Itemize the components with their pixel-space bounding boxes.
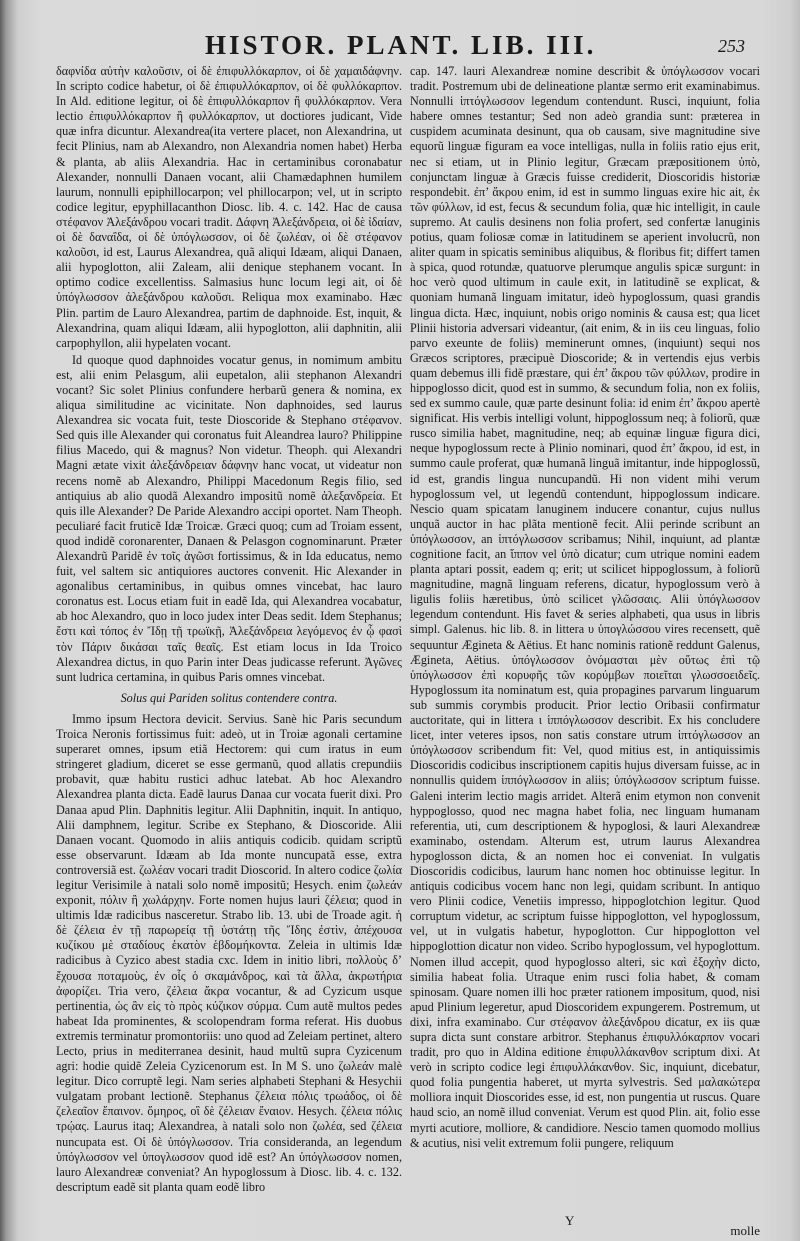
catchword: molle: [730, 1223, 760, 1238]
page-footer: [410, 1203, 760, 1238]
paragraph: δαφνίδα αὐτὴν καλοῦσιν, οἱ δὲ ἐπιφυλλόκαρπον, οἱ δὲ χαμαιδάφνην. In scripto codice habetur, οἱ δὲ ἐπιφυλλόκαρπον, οἱ δὲ φυλλόκαρπον. In Ald. editione legitur, οἱ δὲ ἐπιφυλλόκαρπον ἢ φυλλόκαρπον. Vera lectio ἐπιφυλλόκαρπον ἢ φυλλόκαρπον, ut doctiores judicant, Vide quæ infra dicuntur. Alexandrea(ita vertere placet, non Alexandrina, ut fecit Plinius, nam ab Alexandro, non Alexandria nomen habet) Herba & planta, ab aliis Alexandria. Hac in certaminibus coronabatur Alexander, nonnulli Danaen vocant, alii Chamædaphnen humilem laurum, nonnulli epiphillocarpon; vel phillocarpon; vel, ut in scripto codice legitur, epyphillacanthon Diosc. lib. 4. c. 142. Hac de causa στέφανον Ἀλεξάνδρου vocari tradit. Δάφνη Ἀλεξάνδρεια, οἱ δὲ ἰδαίαν, οἱ δὲ δαναΐδα, οἱ δὲ ὑπόγλωσσον, οἱ δὲ ζωλέαν, οἱ δὲ στέφανον καλοῦσι, id est, Laurus Alexandrea, quã aliqui Idæam, aliqui Danaen, alii hypoglotton, alii Zaleam, alii denique stephanem vocant. In optimo codice excellentiss. Salmasius hunc locum legi ait, οἱ δὲ ὑπόγλωσσον ἀλεξάνδρου καλοῦσι. Reliqua mox examinabo. Hæc Plin. partim de Lauro Alexandrea, partim de daphnoide. Est, inquit, & Alexandrina, quam aliqui Idæam, alii hypoglotton, alii daphnitin, alii carpophyllon, alii hypelaten vocant.: [56, 64, 402, 350]
page-header: [185, 30, 745, 64]
paragraph: Immo ipsum Hectora devicit. Servius. Sanè hic Paris secundum Troica Neronis fortissimus fuit: adeò, ut in Troiæ agonali certamine superaret omnes, ipsum etiã Hectorem: qui cum iratus in eum stringeret gladium, diceret se esse germanũ, quod allatis crepundiis probavit, quæ habitu rustici adhuc latebat. Ab hoc Alexandro Alexandrea planta dicta. Eadẽ laurus Danaa cur vocata fuerit dixi. Pro Danaa apud Plin. Daphnitis legitur. Alii Daphnitin, inquit. In antiquo, Alii damphnem, legitur. Scribe ex Stephano, & Dioscoride. Alii Danaen vocant. Quomodo in aliis antiquis codicib. quidam scriptũ esse observarunt. Idæam ab Ida monte nuncupatã esse, extra controversiã est. ζωλέαν vocari tradit Dioscorid. In altero codice ζωλία legitur Verisimile à natali solo nomẽ impositũ; Hesych. enim ζωλεάν exponit, πόλιν ἢ χωλάρχην. Forte nomen hujus lauri ζέλεια; quod in ultimis Idæ radicibus nasceretur. Strabo lib. 13. ubi de Troade agit. ἡ δὲ ζέλεια ἐν τῇ παρωρείᾳ τῇ ὑστάτῃ τῆς Ἴδης ἐστὶν, ἀπέχουσα κυζίκου μὲ σταδίους ἑκατὸν ἑβδομήκοντα. Zeleia in ultimis Idæ radicibus à Cyzico abest stadia cxc. Idem in initio libri, πολλοὺς δ’ ἔχουσα ποταμοὺς, ἐν οἷς ὁ σκαμάνδρος, καὶ τὰ ἄλλα, ἀκρωτήρια ἀφορίζει. Tria vero, ζέλεια ἄκρα vocantur, & ad Cyzicum usque pertinentia, ὡς ἂν εἰς τὸ πρὸς κύζικον σύρμα. Cum autẽ multos pedes habeat Ida prominentes, & scolopendram forma referat. His duobus extremis terminatur promontoriis: uno quod ad Zeleiam pertinet, altero Lecto, prius in mediterranea desinit, haud multũ supra Cyzicenum agri: hodie quidẽ Zeleia Cyzicenorum est. In M S. uno ζωλεάν malè legitur. Dico corruptẽ legi. Nam series alphabeti Stephani & Hesychii vulgatam probant lectionẽ. Stephanus ζέλεια πόλις τρωάδος, οἱ δὲ ζελεαῖον ἔπαινον. ὅμηρος, οἳ δὲ ζέλειαν ἔναιον. Hesych. ζέλεια πόλις τρῴας. Laurus itaq; Alexandrea, à natali solo non ζωλέα, sed ζέλεια nuncupata est. Οἱ δὲ ὑπόγλωσσον. Tria consideranda, an legendum ὑπόγλωσσον vel ὑπογλωσσον quod idẽ est? An ὑπόγλωσσον nomen, lauro Alexandreæ conveniat? An hypoglossum à Diosc. lib. 4. c. 132. descriptum eadẽ sit planta quam eodẽ libro: [56, 711, 402, 1194]
verse-quote: Solus qui Pariden solitus contendere contra.: [120, 690, 338, 705]
page-number: 253: [718, 36, 745, 56]
left-column: [56, 64, 402, 1224]
paragraph: cap. 147. lauri Alexandreæ nomine describit & ὑπόγλωσσον vocari tradit. Postremum ubi de delineatione plantæ sermo erit examinabimus. Nonnulli ἱπτόγλωσσον legendum contendunt. Rusci, inquiunt, folia habere omnes testantur; Sed non adeò grandia sunt: præterea in cuspidem acuminata desinunt, qua ob causam, sive magnitudine sive equorũ linguæ figuram ea voce intelligas, nulla in foliis ratio ejus erit, nec si etiam, ut in Plinio legitur, Græcam præpositionem ὑπὸ, conjunctam linguæ à Græcis fuisse crediderit, Dioscoridis historiæ respondebit. ἐπ’ ἄκρου enim, id est in summo linguas exire hic ait, ἐκ τῶν φύλλων, id est, fecus & secundum folia, quæ hic intelligit, in caule supremo. At caulis desinens non folia profert, sed confertæ lanuginis potius, quam foliosæ comæ in latitudinem se aperient involucrũ, non aliter quam in spicatis seminibus aliquibus, & floribus fit; differt tamen à spica, quod rotundæ, quatuorve plerumque angulis spicæ surgunt: in hoc verò quod ultimum in caule exit, in latitudinẽ se explicat, & quoniam humanã linguam imitatur, ideò hypoglossum, quasi grandis lingua dicta. Hæc, inquiunt, nobis origo nominis & causa est; qua licet Plinii historia adversari videantur, (ait enim, & in iis ceu linguas, folio parvo exeunte de foliis) meminerunt omnes, (inquiunt) sequi nos Græcos scriptores, præcipuè Dioscoride; & in vertendis ejus verbis quam debemus illi fidẽ præstare, qui ἐπ’ ἄκρου τῶν φύλλων, prodire in hippoglosso dicit, quod est in summo, & secundum folia, non ex foliis, sed ex summo caule, quæ parte desinunt folia: id enim ἐπ’ ἄκρου apertè significat. His verbis intelligi volunt, hippoglossum neq; à foliorũ, quæ rusco similia habet, magnitudine, neq; ab equinæ linguæ figura dici, neque hypoglossum recte à Plinio nominari, quod ἐπ’ ἄκρου, id est, in summo caule proferat, quæ humanã linguã imitantur, inde hippoglossũ, id est, grandis lingua nuncupandũ. Hi non vident mihi verum hypoglossum vel, ut legendũ contendunt, hippoglossum indicare. Nescio quam spicatam lanuginem inducere conantur, cujus nullus unquã auctor in hac plãta mentionẽ fecit. Alii perinde scribunt an ὑπόγλωσσον, an ἱπτόγλωσσον scribamus; Nihil, inquiunt, ad plantæ cognitione facit, an ἵππον vel ὑπὸ dicatur; cum utrique nomini eadem planta aptari possit, eadem q; erit; ut scilicet hippoglossum, à foliorũ magnitudine, magnã linguam referens, dicatur, hypoglossum verò à ligulis foliis hæretibus, ὑπὸ scilicet γλῶσσαις. Alii ὑπόγλωσσον legendum contendunt. His favet & series alphabeti, qua usus in libris simpl. Galenus. hic lib. 8. in littera υ ὑπογλώσσου vires recensett, quẽ sequuntur Ægineta & Aëtius. Et hanc nominis rationẽ reddunt Galenus, Ægineta, Aëtius. ὑπόγλωσσον ὀνόμασται μὲν οὕτως ἐπὶ τῷ ὑπόγλωσσον ἐπὶ κορυφῆς τῶν κορύμβων ποιεῖται γλωσσοειδεῖς. Hypoglossum ita nominatum est, quia propagines parvarum linguarum sub summis corymbis producit. Prior lectio Oribasii confirmatur auctoritate, qui in littera ι ἱππόγλωσσον describit. Ex his concludere licet, inter veteres ipsos, non satis constare utrum ἱπτόγλωσσον an ὑπόγλωσσον scribendum fit: Vel, quod mitius est, in antiquissimis Dioscoridis codicibus inscriptionem capitis hujus diversam fuisse, ac in nonnullis quidem ἱππόγλωσσον in aliis; ὑπόγλωσσον scriptum fuisse. Galeni interim lectio magis arridet. Alterã enim etymon non convenit hyppoglosso, quod nec magna habet folia, nec linguam humanam referentia, uti, cum descriptionem & hypoglosi, & lauri Alexandreæ examinabo, ostendam. Alterum est, utrum laurus Alexandrea hypoglosson dicta, & an nomen hoc ei conveniat. In vulgatis Dioscoridis codicibus, laurum hanc nomen hoc obtinuisse legitur. In antiquis codicibus vocem hanc non legi, quidam scribunt. In antiquo vero Plinii codice, Venetiis impresso, hippoglotchion legitur. Quod corruptum videtur, ac scriptum fuisse hippoglotton, vel hypoglossum, vel, ut in vulgatis habetur, hypoglotton. Cur hippoglotton vel hippoglottion dicatur non video. Scribo hypoglossum, vel hypoglottum. Nomen illud accepit, quod hypoglosso alteri, sic καὶ ἐξοχὴν dicto, similia habeat folia. Utraque enim rusci folia habet, & comam spinosam. Quare nomen illi hoc præter rationem impositum, quod, nisi apud Plinium legeretur, apud Dioscoridem expungerem. Postremum, ut dixi, infra examinabo. Cur στέφανον ἀλεξάνδρου dicatur, ex iis quæ supra dicta sunt constare arbitror. Stephanus ἐπιφυλλόκαρπον vocari tradit, pro quo in Aldina editione ἐπιφυλλάκανθον scriptum dixi. At verò in scripto codice legi ἐπιφυλλάκανθον. Sic, inquiunt, dicebatur, quod folia pungentia haberet, ut myrta sylvestris. Sed μαλακώτερα molliora inquit Dioscorides esse, id est, non pungentia ut ruscus. Quare haud scio, an nomẽ illud conveniat. Verum est quod Plin. ait, folio esse myrti acutiore, molliore, & candidiore. Nescio tamen quomodo mollius & acutius, nisi velit extremum folii pungere, reliquum: [410, 64, 760, 1150]
paragraph: Id quoque quod daphnoides vocatur genus, in nomimum ambitu est, alii enim Pelasgum, alii eupetalon, alii stephanon Alexandri vocant? Sic solet Plinius confundere herbarũ genera & nomina, ex aliqua similitudine ac vicinitate. Non daphnoides, sed laurus Alexandrea sic vocata fuit, teste Dioscoride & Stephano στέφανον. Sed quis ille Alexander qui coronatus fuit Aleandrea lauro? Philippine filius Macedo, qui & magnus? Non videtur. Theoph. qui Alexandri Magni ætate vixit ἀλεξάνδρειαν δάφνην hanc vocat, ut videatur non recens nomẽ ab Alexandro, Philippi Macedonum Regis filio, sed antiquius ab alio quodã Alexandro impositũ nomẽ ἀλεξανδρεία. Et quis ille Alexander? De Paride Alexandro accipi oportet. Nam Theoph. peculiaré facit fruticẽ Idæ Troicæ. Græci quoq; cum ad Troiam essent, quod indidẽ coronarenter, Danaen & Pelasgon cognominarunt. Præter Alexandrũ Paridẽ ἐν τοῖς ἀγῶσι fortissimus, & in Ida educatus, nemo fuit, vel saltem sic antiquiores auctores convenit. Hic Alexander in agonalibus certaminibus, in quibus omnes vincebat, hac lauro coronatus est. Locus etiam fuit in eadẽ Ida, qui Alexandrea vocabatur, ab hoc Alexandro, quo in loco judex inter Deas sedit. Idem Stephanus; ἔστι καὶ τόπος ἐν Ἴδῃ τῇ τρωϊκῇ, Ἀλεξάνδρεια λεγόμενος ἐν ᾧ φασὶ τὸν Πάριν δικάσαι ταῖς θεαῖς. Est etiam locus in Ida Troico Alexandrea dictus, in quo Parin inter Deas judicasse referunt. Ἀγῶνες sunt ludrica certamina, in quibus Paris omnes vincebat.: [56, 352, 402, 684]
right-column: [410, 64, 760, 1224]
signature-mark: Y: [565, 1213, 575, 1228]
running-head: HISTOR. PLANT. LIB. III.: [205, 30, 597, 60]
